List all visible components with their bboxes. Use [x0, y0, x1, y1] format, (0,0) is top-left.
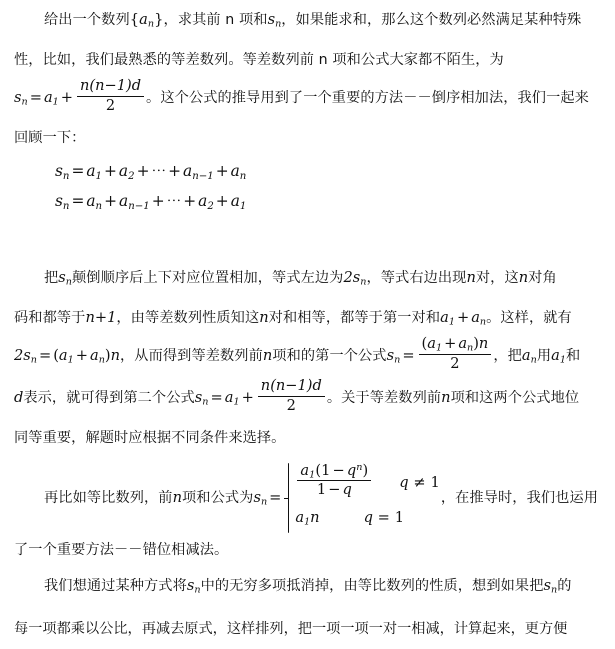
sequence-notation: $\{a_n\}$ [129, 11, 164, 30]
fraction: $\frac{n(n-1)d}{2}$ [77, 78, 144, 114]
inline-n: n [259, 309, 269, 326]
inline-n: n [466, 269, 476, 286]
inline-d: d [14, 389, 24, 406]
inline-a1-plus-an: $a_1 + a_n$ [440, 309, 487, 328]
inline-n: n [518, 269, 529, 286]
paragraph-2-line-3: $2s_n = (a_1 + a_n)n$，从而得到等差数列前n项和的第一个公式$s_n$ = $\frac{(a_1 + a_n)n}{2}$ ，把$a_n$用$a_1$和 [14, 335, 581, 372]
piecewise-condition-1: q ≠ 1 [399, 474, 440, 491]
paragraph-2-line-2: 码和都等于n+1，由等差数列性质知这n对和相等，都等于第一对和$a_1 + a_n$。这样，就有 [14, 309, 572, 328]
arithmetic-sum-formula-1: $s_n = a_1$ + $\frac{n(n-1)d}{2}$ [14, 89, 146, 106]
arithmetic-sum-formula-2: $s_n$ = $\frac{(a_1 + a_n)n}{2}$ [387, 347, 494, 364]
inline-sn-4: $s_n$ [186, 577, 201, 596]
inline-n-plus-1: n+1 [85, 309, 117, 326]
paragraph-3-line-2: 了一个重要方法－－错位相减法。 [14, 542, 229, 558]
paragraph-2-line-5: 同等重要，解题时应根据不同条件来选择。 [14, 430, 286, 446]
piecewise-condition-2: q = 1 [363, 509, 405, 526]
piecewise-case-2: $a_1n$ q = 1 [295, 503, 439, 533]
inline-an: $a_n$ [521, 347, 537, 366]
inline-n: n [262, 347, 273, 364]
paragraph-1-line-3: $s_n = a_1$ + $\frac{n(n-1)d}{2}$ 。这个公式的推导用到了一个重要的方法－－倒序相加法，我们一起来 [14, 77, 589, 114]
fraction: $\frac{a_1(1 - q^n)}{1 - q}$ [297, 463, 371, 499]
paragraph-3-line-1: 再比如等比数列，前n项和公式为$s_n$ = $\frac{a_1(1 - q^n)}{1 - q}$ q ≠ 1 $a_1n$ q = 1 ，在推导时，我们也运用 [14, 458, 598, 538]
paragraph-1-line-2: 性，比如，我们最熟悉的等差数列。等差数列前 n 项和公式大家都不陌生，为 [14, 52, 504, 68]
fraction: $\frac{(a_1 + a_n)n}{2}$ [419, 336, 492, 372]
inline-n: n [172, 489, 182, 506]
left-brace-icon [284, 463, 295, 533]
inline-2sn: $2s_n$ [343, 269, 367, 288]
inline-sn-2: $s_n$ [58, 269, 72, 288]
inline-sn-3: $s_n$ [253, 489, 268, 508]
display-equation-sum-reversed: $s_n = a_n + a_{n-1}$ + ⋯ + $a_2 + a_1$ [55, 192, 247, 212]
inline-sn-1: $s_n$ [267, 11, 282, 30]
inline-a1: $a_1$ [551, 347, 566, 366]
arithmetic-sum-formula-3: $s_n = a_1$ + $\frac{n(n-1)d}{2}$ [195, 389, 327, 406]
paragraph-4-line-1: 我们想通过某种方式将$s_n$中的无穷多项抵消掉，由等比数列的性质，想到如果把$s_n$的 [44, 577, 572, 596]
paragraph-1-line-4: 回顾一下： [14, 130, 86, 146]
display-equation-sum-forward: $s_n = a_1 + a_2$ + ⋯ + $a_{n-1} + a_n$ [55, 162, 247, 182]
inline-n: n [441, 389, 451, 406]
paragraph-1-line-1: 给出一个数列$\{a_n\}$，求其前 n 项和$s_n$，如果能求和，那么这个数列必然满足某种特殊 [44, 11, 582, 30]
paragraph-4-line-2-clipped: 每一项都乘以公比，再减去原式，这样排列，把一项一项一对一相减，计算起来，更方便 [14, 621, 568, 637]
paragraph-2-line-4: d表示，就可得到第二个公式$s_n = a_1$ + $\frac{n(n-1)d}{2}$ 。关于等差数列前n项和这两个公式地位 [14, 377, 580, 414]
equation-2sn: $2s_n = (a_1 + a_n)n$ [14, 347, 120, 366]
paragraph-2-line-1: 把$s_n$颠倒顺序后上下对应位置相加，等式左边为$2s_n$，等式右边出现n对，这n对角 [44, 269, 557, 288]
piecewise-geometric-sum [284, 463, 439, 533]
inline-sn-5: $s_n$ [543, 577, 558, 596]
fraction: $\frac{n(n-1)d}{2}$ [258, 378, 325, 414]
